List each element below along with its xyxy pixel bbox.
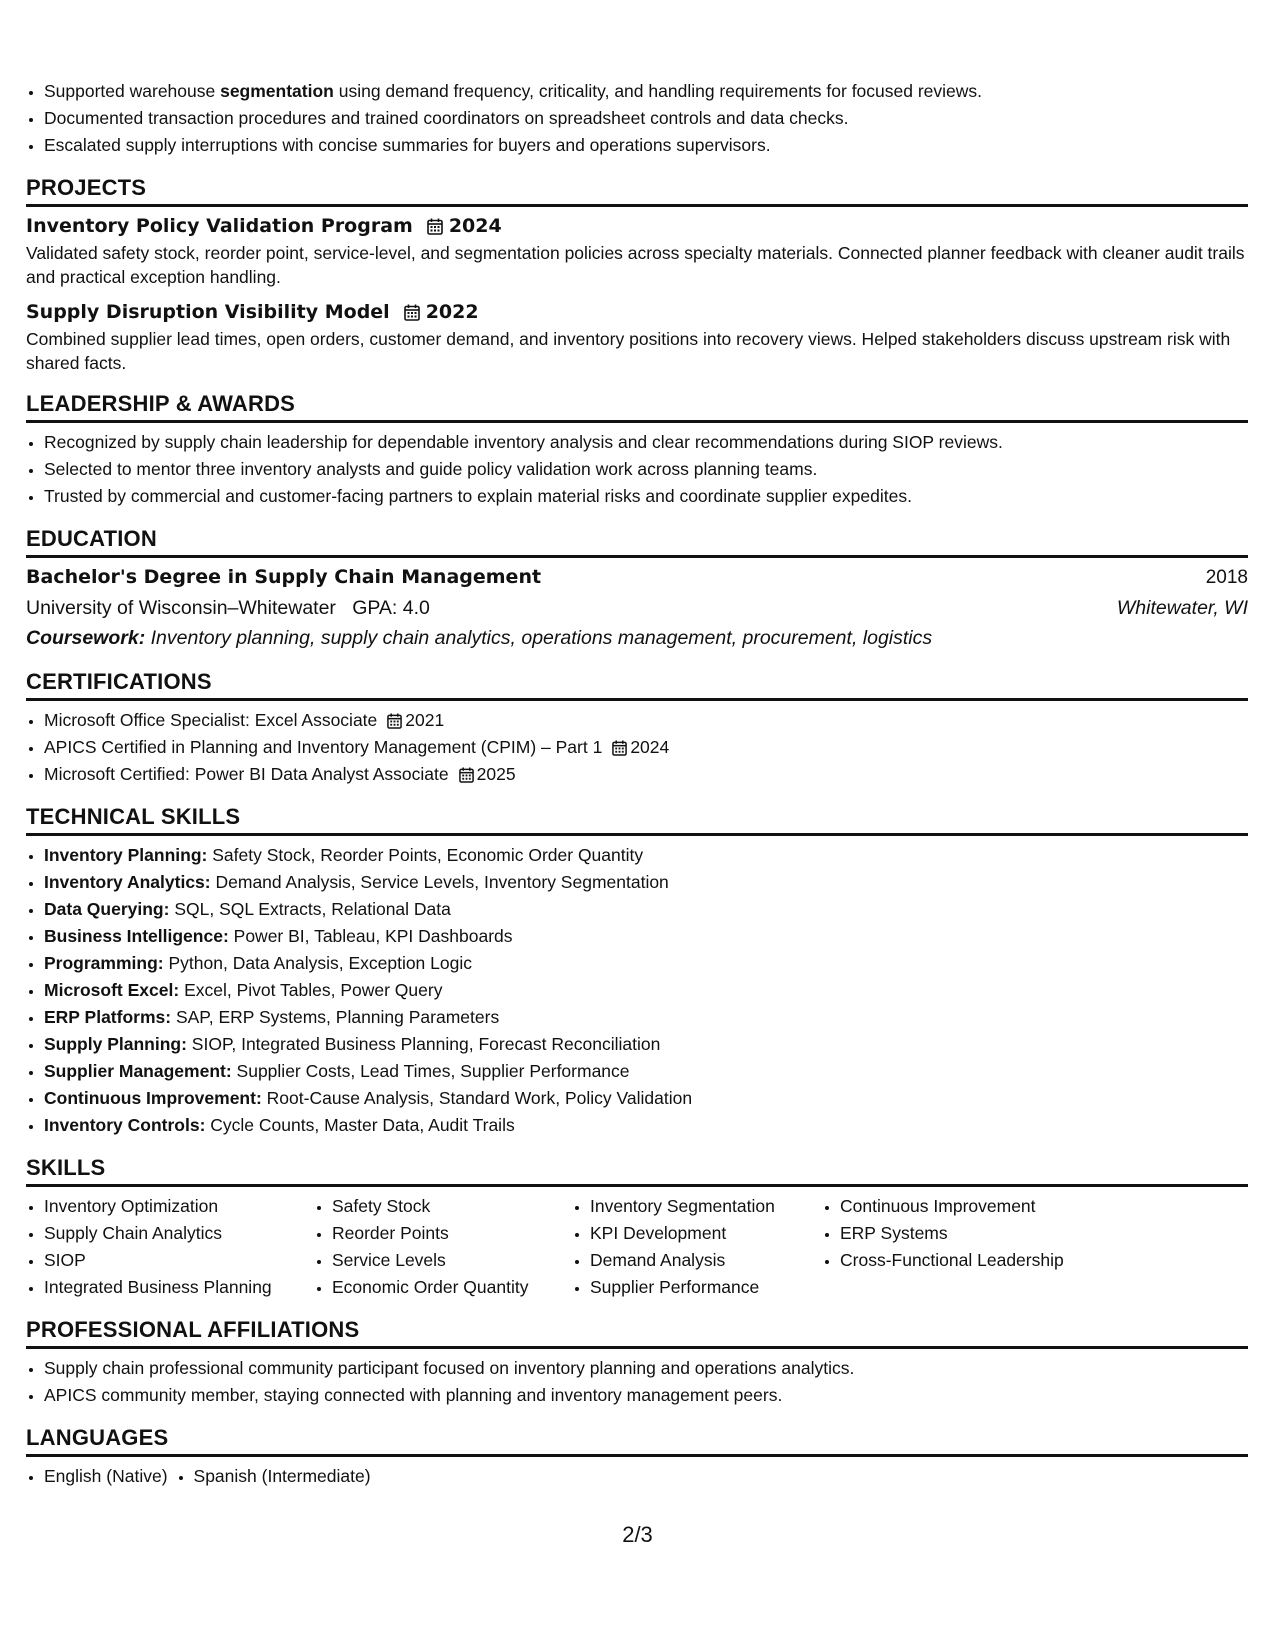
project-title: Inventory Policy Validation Program 2024 xyxy=(26,215,502,237)
skills-column xyxy=(822,1193,1100,1301)
list-item: • APICS community member, staying connected with planning and inventory management peers. xyxy=(44,1382,1248,1409)
list-item: • English (Native) xyxy=(44,1463,168,1490)
list-item: • Programming: Python, Data Analysis, Exception Logic xyxy=(44,950,1248,977)
certifications-section xyxy=(26,669,1248,788)
list-item: • SIOP xyxy=(44,1247,314,1274)
gpa: GPA: 4.0 xyxy=(352,597,430,619)
list-item: • Inventory Segmentation xyxy=(590,1193,822,1220)
languages-section xyxy=(26,1425,1248,1490)
list-item: • Supported warehouse segmentation using demand frequency, criticality, and handling requirements for focused reviews. xyxy=(44,78,1248,105)
calendar-icon xyxy=(387,713,402,729)
list-item: • Supply chain professional community participant focused on inventory planning and operations analytics. xyxy=(44,1355,1248,1382)
list-item: • ERP Systems xyxy=(840,1220,1100,1247)
list-item: • Inventory Planning: Safety Stock, Reorder Points, Economic Order Quantity xyxy=(44,842,1248,869)
list-item: • Service Levels xyxy=(332,1247,572,1274)
list-item: • Selected to mentor three inventory analysts and guide policy validation work across planning teams. xyxy=(44,456,1248,483)
project-description: Combined supplier lead times, open orders, customer demand, and inventory positions into recovery views. Helped stakeholders discuss upstream risk with shared facts. xyxy=(26,329,1231,373)
list-item: • Continuous Improvement xyxy=(840,1193,1100,1220)
degree: Bachelor's Degree in Supply Chain Management xyxy=(26,566,542,588)
project-description: Validated safety stock, reorder point, service-level, and segmentation policies across specialty materials. Connected planner feedback with cleaner audit trails and practical exception handling. xyxy=(26,243,1245,287)
list-item: • Safety Stock xyxy=(332,1193,572,1220)
section-heading: LEADERSHIP & AWARDS xyxy=(26,391,1248,423)
education-section xyxy=(26,526,1248,653)
list-item: • Supplier Management: Supplier Costs, Lead Times, Supplier Performance xyxy=(44,1058,1248,1085)
coursework: Coursework: Inventory planning, supply chain analytics, operations management, procurement, logistics xyxy=(26,627,933,649)
list-item: • Integrated Business Planning xyxy=(44,1274,314,1301)
project-year: 2024 xyxy=(448,215,502,237)
list-item: • Trusted by commercial and customer-facing partners to explain material risks and coordinate supplier expedites. xyxy=(44,483,1248,510)
list-item: • Supply Chain Analytics xyxy=(44,1220,314,1247)
list-item: • Data Querying: SQL, SQL Extracts, Relational Data xyxy=(44,896,1248,923)
section-heading: TECHNICAL SKILLS xyxy=(26,804,1248,836)
list-item: • Supplier Performance xyxy=(590,1274,822,1301)
list-item: • KPI Development xyxy=(590,1220,822,1247)
list-item: • Documented transaction procedures and trained coordinators on spreadsheet controls and data checks. xyxy=(44,105,1248,132)
project-year: 2022 xyxy=(425,301,479,323)
section-heading: EDUCATION xyxy=(26,526,1248,558)
section-heading: CERTIFICATIONS xyxy=(26,669,1248,701)
page-number: 2/3 xyxy=(622,1522,653,1547)
list-item: • Inventory Controls: Cycle Counts, Master Data, Audit Trails xyxy=(44,1112,1248,1139)
leadership-section xyxy=(26,391,1248,510)
resume-page xyxy=(26,78,1248,1490)
list-item: • Supply Planning: SIOP, Integrated Business Planning, Forecast Reconciliation xyxy=(44,1031,1248,1058)
list-item: • Cross-Functional Leadership xyxy=(840,1247,1100,1274)
list-item: • Inventory Optimization xyxy=(44,1193,314,1220)
calendar-icon xyxy=(427,218,443,235)
projects-section xyxy=(26,175,1248,375)
project-title: Supply Disruption Visibility Model 2022 xyxy=(26,301,479,323)
section-heading: SKILLS xyxy=(26,1155,1248,1187)
list-item: • APICS Certified in Planning and Inventory Management (CPIM) – Part 1 2024 xyxy=(44,734,1248,761)
affiliations-section xyxy=(26,1317,1248,1409)
list-item: • Microsoft Excel: Excel, Pivot Tables, Power Query xyxy=(44,977,1248,1004)
skills-column xyxy=(572,1193,822,1301)
calendar-icon xyxy=(404,304,420,321)
list-item: • Economic Order Quantity xyxy=(332,1274,572,1301)
skills-section xyxy=(26,1155,1248,1301)
school-name: University of Wisconsin–Whitewater xyxy=(26,597,336,619)
list-item: • Microsoft Office Specialist: Excel Associate 2021 xyxy=(44,707,1248,734)
calendar-icon xyxy=(612,740,627,756)
list-item: • Recognized by supply chain leadership for dependable inventory analysis and clear recommendations during SIOP reviews. xyxy=(44,429,1248,456)
list-item: • Inventory Analytics: Demand Analysis, Service Levels, Inventory Segmentation xyxy=(44,869,1248,896)
list-item: • Microsoft Certified: Power BI Data Analyst Associate 2025 xyxy=(44,761,1248,788)
list-item: • Escalated supply interruptions with concise summaries for buyers and operations supervisors. xyxy=(44,132,1248,159)
list-item: • Business Intelligence: Power BI, Tableau, KPI Dashboards xyxy=(44,923,1248,950)
graduation-year: 2018 xyxy=(1205,567,1248,588)
school-location: Whitewater, WI xyxy=(1116,597,1248,619)
skills-column xyxy=(26,1193,314,1301)
list-item: • Continuous Improvement: Root-Cause Analysis, Standard Work, Policy Validation xyxy=(44,1085,1248,1112)
section-heading: PROJECTS xyxy=(26,175,1248,207)
list-item: • ERP Platforms: SAP, ERP Systems, Planning Parameters xyxy=(44,1004,1248,1031)
section-heading: PROFESSIONAL AFFILIATIONS xyxy=(26,1317,1248,1349)
list-item: • Spanish (Intermediate) xyxy=(194,1463,371,1490)
calendar-icon xyxy=(459,767,474,783)
list-item: • Demand Analysis xyxy=(590,1247,822,1274)
technical-skills-section xyxy=(26,804,1248,1139)
list-item: • Reorder Points xyxy=(332,1220,572,1247)
section-heading: LANGUAGES xyxy=(26,1425,1248,1457)
experience-bullets xyxy=(26,78,1248,159)
skills-column xyxy=(314,1193,572,1301)
